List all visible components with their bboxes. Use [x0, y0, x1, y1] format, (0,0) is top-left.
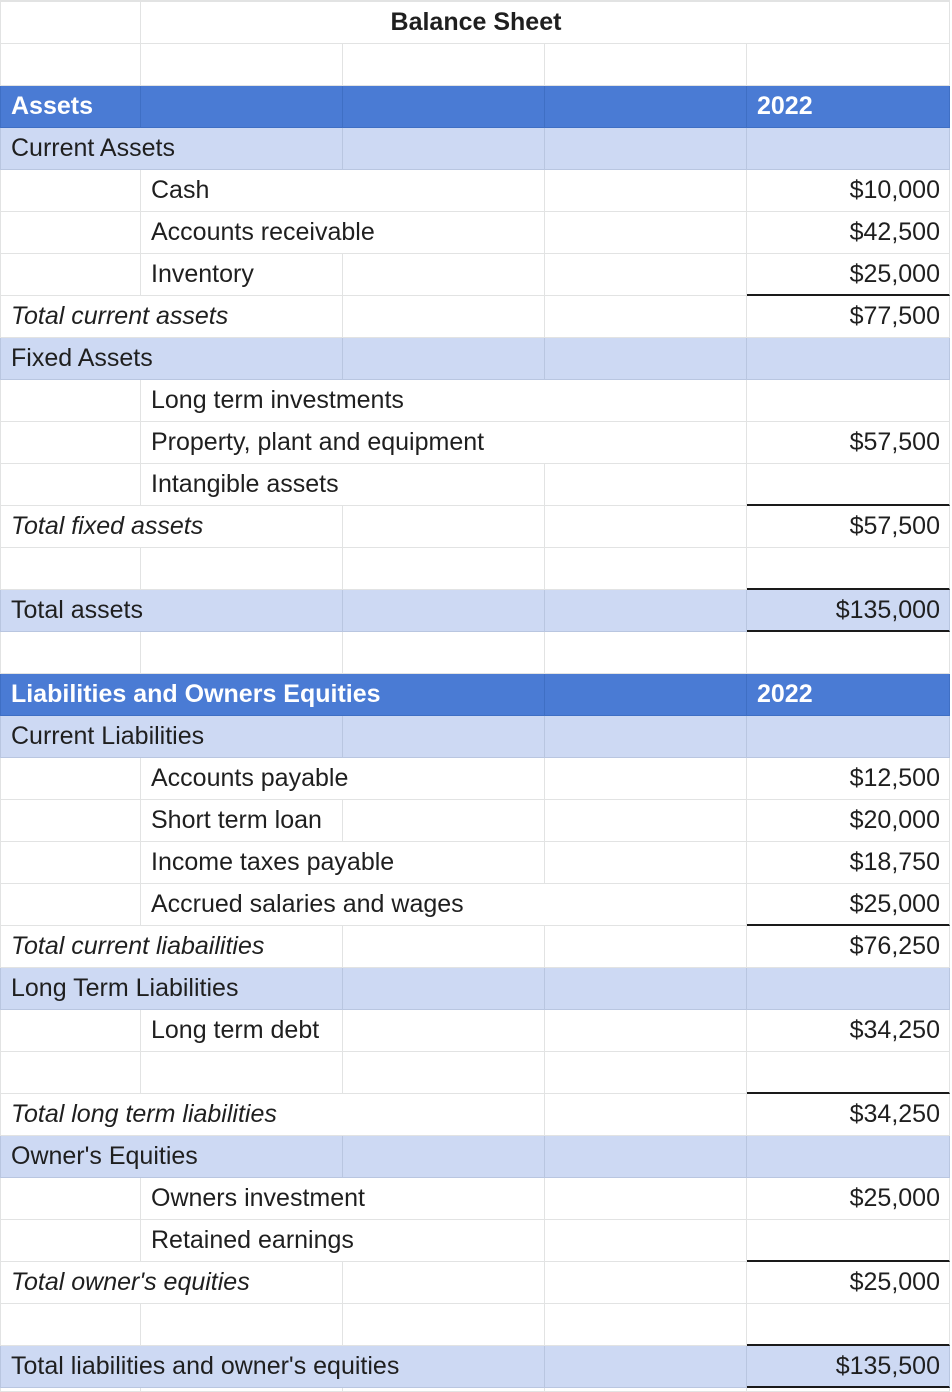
item-label: Accounts receivable [151, 218, 375, 246]
total-current-liabilities-row [0, 926, 952, 968]
total-owners-equities-value: $25,000 [849, 1268, 940, 1296]
table-row [0, 464, 952, 506]
total-current-assets-row [0, 296, 952, 338]
fixed-assets-row [0, 338, 952, 380]
item-value: $57,500 [849, 428, 940, 456]
table-row [0, 884, 952, 926]
table-row [0, 1010, 952, 1052]
item-label: Long term investments [151, 386, 404, 414]
total-owners-equities-label: Total owner's equities [11, 1268, 250, 1296]
empty-row [0, 548, 952, 590]
total-long-term-liabilities-label: Total long term liabilities [11, 1100, 277, 1128]
empty-row [0, 1388, 952, 1392]
sheet-title: Balance Sheet [390, 8, 562, 36]
total-fixed-assets-row [0, 506, 952, 548]
empty-row [0, 1052, 952, 1094]
table-row [0, 842, 952, 884]
current-liabilities-row [0, 716, 952, 758]
total-liabilities-equities-value: $135,500 [835, 1352, 940, 1380]
item-value: $25,000 [849, 890, 940, 918]
total-long-term-liabilities-value: $34,250 [849, 1100, 940, 1128]
empty-row [0, 632, 952, 674]
assets-year-header: 2022 [757, 92, 813, 120]
total-current-assets-value: $77,500 [849, 302, 940, 330]
total-fixed-assets-label: Total fixed assets [11, 512, 204, 540]
item-value: $25,000 [849, 260, 940, 288]
table-row [0, 254, 952, 296]
fixed-assets-label: Fixed Assets [11, 344, 153, 372]
item-label: Accounts payable [151, 764, 349, 792]
liabilities-header-row [0, 674, 952, 716]
item-label: Owners investment [151, 1184, 365, 1212]
item-label: Long term debt [151, 1016, 320, 1044]
current-liabilities-label: Current Liabilities [11, 722, 205, 750]
current-assets-label: Current Assets [11, 134, 175, 162]
long-term-liabilities-row [0, 968, 952, 1010]
item-label: Inventory [151, 260, 254, 288]
table-row [0, 758, 952, 800]
item-value: $18,750 [849, 848, 940, 876]
assets-header: Assets [11, 92, 93, 120]
total-liabilities-equities-label: Total liabilities and owner's equities [11, 1352, 400, 1380]
table-row [0, 422, 952, 464]
title-row [0, 0, 952, 44]
total-current-liabilities-label: Total current liabailities [11, 932, 265, 960]
total-assets-value: $135,000 [835, 596, 940, 624]
item-label: Cash [151, 176, 210, 204]
table-row [0, 1178, 952, 1220]
item-label: Income taxes payable [151, 848, 395, 876]
total-long-term-liabilities-row [0, 1094, 952, 1136]
table-row [0, 800, 952, 842]
total-assets-row [0, 590, 952, 632]
owners-equities-row [0, 1136, 952, 1178]
table-row [0, 212, 952, 254]
item-value: $10,000 [849, 176, 940, 204]
item-value: $20,000 [849, 806, 940, 834]
item-label: Accrued salaries and wages [151, 890, 464, 918]
item-value: $25,000 [849, 1184, 940, 1212]
owners-equities-label: Owner's Equities [11, 1142, 198, 1170]
table-row [0, 380, 952, 422]
item-value: $34,250 [849, 1016, 940, 1044]
total-assets-label: Total assets [11, 596, 144, 624]
empty-row [0, 1304, 952, 1346]
long-term-liabilities-label: Long Term Liabilities [11, 974, 239, 1002]
total-current-liabilities-value: $76,250 [849, 932, 940, 960]
total-fixed-assets-value: $57,500 [849, 512, 940, 540]
liabilities-year-header: 2022 [757, 680, 813, 708]
item-value: $42,500 [849, 218, 940, 246]
total-liabilities-equities-row [0, 1346, 952, 1388]
empty-row [0, 44, 952, 86]
table-row [0, 1220, 952, 1262]
item-label: Short term loan [151, 806, 322, 834]
current-assets-row [0, 128, 952, 170]
item-label: Property, plant and equipment [151, 428, 485, 456]
assets-header-row [0, 86, 952, 128]
item-label: Retained earnings [151, 1226, 354, 1254]
table-row [0, 170, 952, 212]
total-owners-equities-row [0, 1262, 952, 1304]
total-current-assets-label: Total current assets [11, 302, 229, 330]
item-label: Intangible assets [151, 470, 339, 498]
item-value: $12,500 [849, 764, 940, 792]
liabilities-header: Liabilities and Owners Equities [11, 680, 381, 708]
